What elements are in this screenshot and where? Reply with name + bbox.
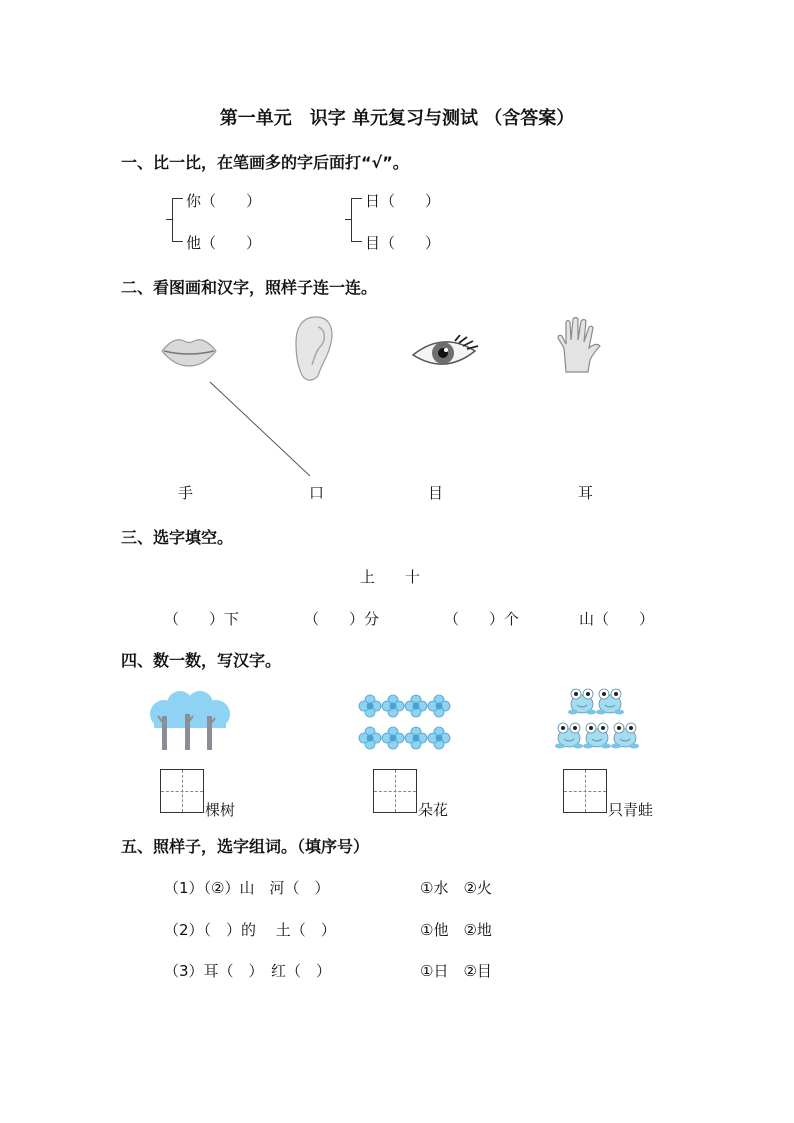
- compare-left-top: 你（ ）: [186, 192, 262, 210]
- left-brace-point: [166, 219, 172, 220]
- word-row-2-options: ①他 ②地: [420, 921, 492, 939]
- right-brace-point: [345, 219, 351, 220]
- flowers-image: [358, 692, 454, 752]
- word-eye: 目: [428, 484, 444, 502]
- page-title: 第一单元 识字 单元复习与测试 （含答案）: [219, 108, 575, 129]
- word-row-2: （2）（ ）的 土（ ）: [164, 921, 336, 939]
- compare-right-bottom: 目（ ）: [365, 234, 441, 252]
- mouth-image: [160, 333, 218, 369]
- trees-suffix: 棵树: [205, 801, 236, 819]
- word-mouth: 口: [309, 484, 325, 502]
- word-hand: 手: [178, 484, 194, 502]
- compare-left-bottom: 他（ ）: [186, 234, 262, 252]
- word-ear: 耳: [578, 484, 594, 502]
- section-2-heading: 二、看图画和汉字，照样子连一连。: [121, 278, 378, 297]
- word-row-3: （3）耳（ ） 红（ ）: [164, 962, 332, 980]
- fill-blank-4: 山（ ）: [579, 610, 655, 628]
- hand-image: [556, 316, 602, 374]
- fill-blank-1: （ ）下: [164, 610, 240, 628]
- section-1-heading: 一、比一比，在笔画多的字后面打“√”。: [121, 153, 409, 172]
- section-4-heading: 四、数一数，写汉字。: [121, 651, 282, 670]
- fill-blank-2: （ ）分: [304, 610, 380, 628]
- eye-image: [409, 335, 481, 371]
- frogs-image: [555, 686, 641, 752]
- section-3-heading: 三、选字填空。: [121, 528, 234, 547]
- write-box-flowers[interactable]: [373, 769, 417, 813]
- ear-image: [294, 315, 334, 383]
- compare-right-top: 日（ ）: [365, 192, 441, 210]
- right-brace: [351, 198, 362, 242]
- write-box-trees[interactable]: [160, 769, 204, 813]
- word-row-1: （1）（②）山 河（ ）: [164, 879, 330, 897]
- flowers-suffix: 朵花: [418, 801, 449, 819]
- frogs-suffix: 只青蛙: [608, 801, 654, 819]
- choice-characters: 上 十: [360, 568, 421, 586]
- trees-image: [148, 690, 232, 752]
- fill-blank-3: （ ）个: [444, 610, 520, 628]
- word-row-3-options: ①日 ②目: [420, 962, 492, 980]
- example-connect-line: [205, 379, 315, 479]
- left-brace: [172, 198, 183, 242]
- section-5-heading: 五、照样子，选字组词。（填序号）: [121, 837, 370, 856]
- word-row-1-options: ①水 ②火: [420, 879, 492, 897]
- write-box-frogs[interactable]: [563, 769, 607, 813]
